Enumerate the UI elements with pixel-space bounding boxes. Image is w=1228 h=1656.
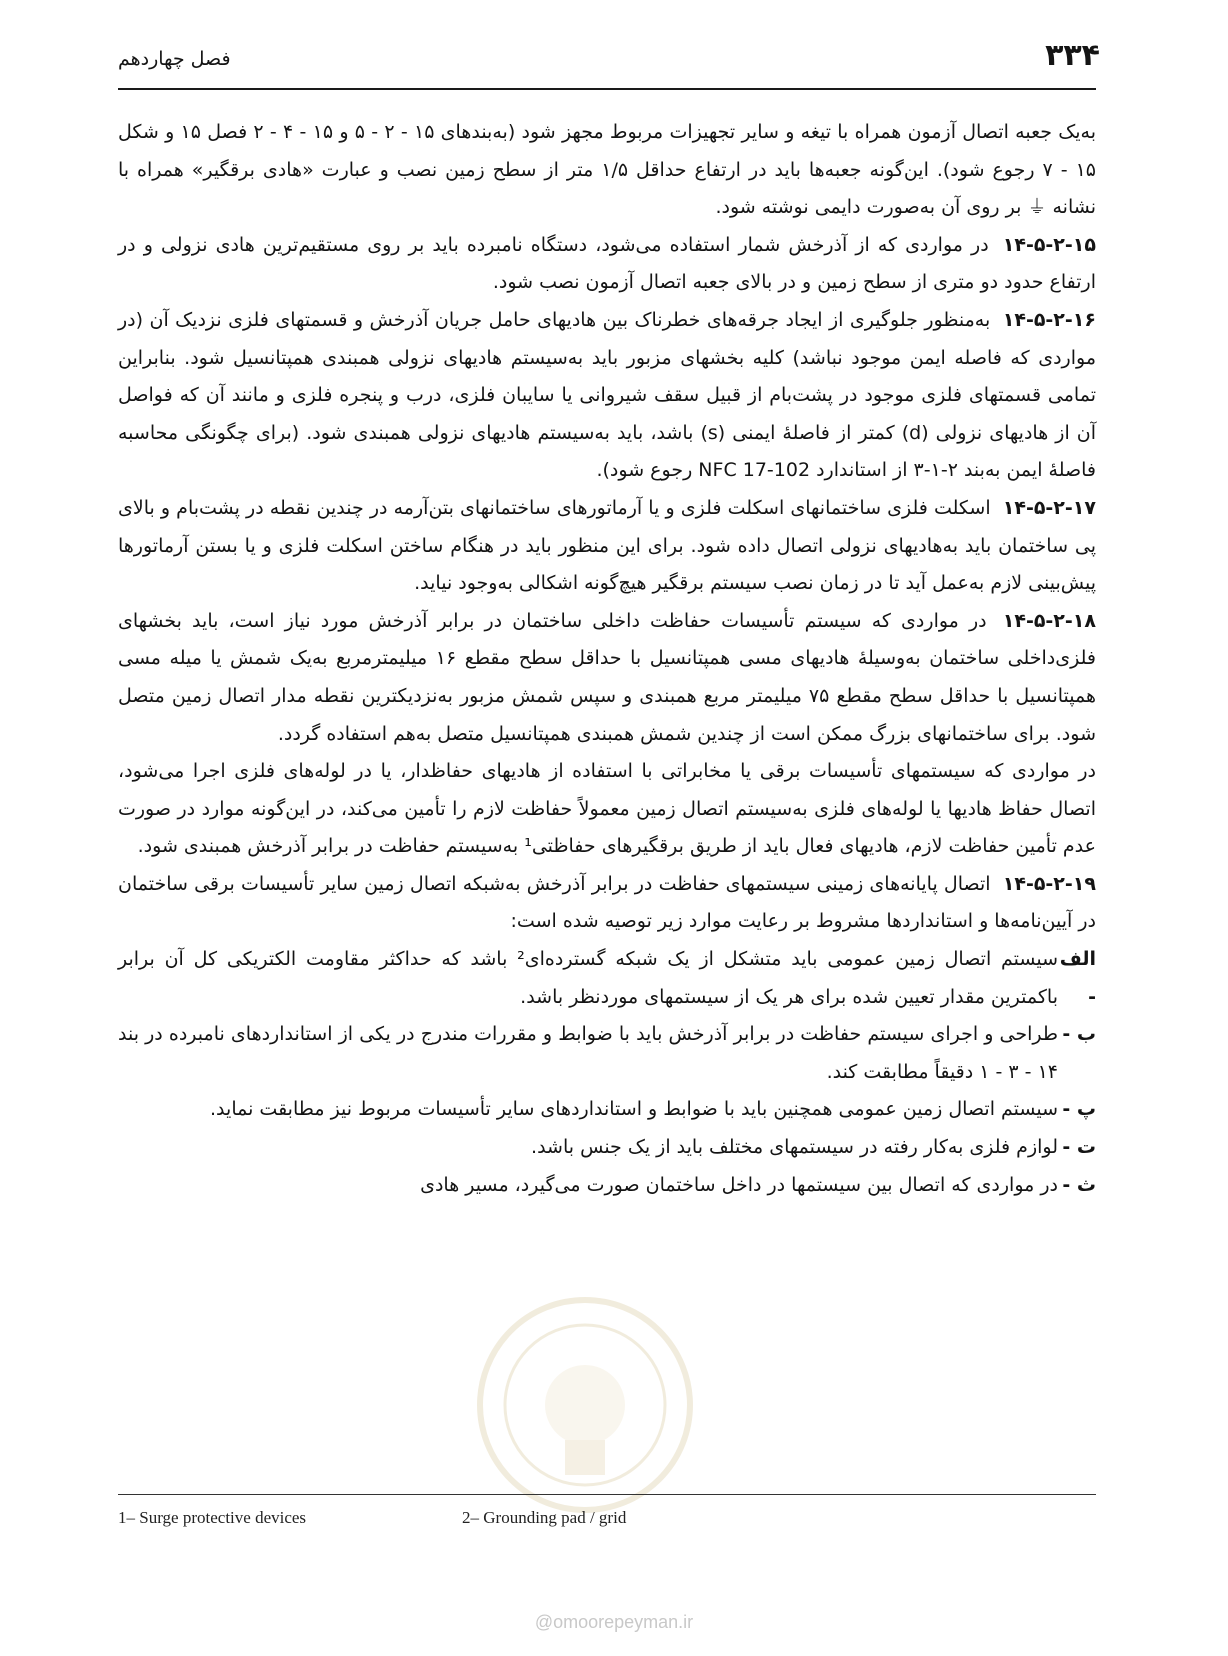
- page-body: [118, 114, 1096, 1514]
- clause-14-5-2-19: [118, 866, 1096, 941]
- list-marker: ث -: [1062, 1173, 1096, 1196]
- list-item-alef: [118, 941, 1096, 1016]
- footnote-divider: [118, 1494, 1096, 1495]
- list-marker: ت -: [1062, 1136, 1096, 1159]
- chapter-title: فصل چهاردهم: [118, 48, 231, 70]
- list-marker: پ -: [1062, 1098, 1096, 1121]
- clause-text: در مواردی که از آذرخش شمار استفاده می‌شود، دستگاه نامبرده باید بر روی مستقیم‌ترین هادی نزولی و در ارتفاع حدود دو متری از سطح زمین و در بالای جعبه اتصال آزمون نصب شود.: [118, 233, 1096, 294]
- clause-14-5-2-16: [118, 302, 1096, 490]
- page-number: ۳۳۴: [1045, 38, 1100, 73]
- clause-14-5-2-17: [118, 490, 1096, 603]
- clause-14-5-2-18: [118, 603, 1096, 753]
- list-marker: الف -: [1059, 948, 1096, 1008]
- list-item-text: در مواردی که اتصال بین سیستمها در داخل ساختمان صورت می‌گیرد، مسیر هادی: [420, 1173, 1058, 1196]
- list-item-pe: [118, 1091, 1096, 1129]
- intro-paragraph: به‌یک جعبه اتصال آزمون همراه با تیغه و سایر تجهیزات مربوط مجهز شود (به‌بندهای ۱۵ - ۲ - ۵ و ۱۵ - ۴ - ۲ فصل ۱۵ و شکل ۱۵ - ۷ رجوع شود). این‌گونه جعبه‌ها باید در ارتفاع حداقل ۱/۵ متر از سطح زمین نصب و عبارت «هادی برقگیر» همراه با نشانه ⏚ بر روی آن به‌صورت دایمی نوشته شود.: [118, 121, 1097, 219]
- watermark-url: @omoorepeyman.ir: [534, 1612, 694, 1632]
- footnote-2: 2– Grounding pad / grid: [462, 1508, 627, 1527]
- clause-number: ۱۴-۵-۲-۱۸: [1002, 609, 1096, 632]
- list-item-text: سیستم اتصال زمین عمومی همچنین باید با ضوابط و استانداردهای سایر تأسیسات مربوط نیز مطابقت نماید.: [210, 1098, 1058, 1121]
- clause-number: ۱۴-۵-۲-۱۶: [1002, 308, 1096, 331]
- clause-14-5-2-18-continuation: در مواردی که سیستمهای تأسیسات برقی یا مخابراتی با استفاده از هادیهای حفاظدار، یا در لوله‌های فلزی اجرا می‌شود، اتصال حفاظ هادیها یا لوله‌های فلزی به‌سیستم اتصال زمین معمولاً حفاظت لازم را تأمین می‌کند، در این‌گونه موارد در صورت عدم تأمین حفاظت لازم، هادیهای فعال باید از طریق برقگیرهای حفاظتی¹ به‌سیستم حفاظت در برابر آذرخش همبندی شود.: [118, 760, 1096, 858]
- clause-14-5-2-15: [118, 227, 1096, 302]
- clause-number: ۱۴-۵-۲-۱۵: [1002, 233, 1096, 256]
- list-marker: ب -: [1062, 1023, 1096, 1046]
- footnote-1: 1– Surge protective devices: [118, 1508, 307, 1527]
- clause-number: ۱۴-۵-۲-۱۷: [1002, 496, 1096, 519]
- clause-text: اسکلت فلزی ساختمانهای اسکلت فلزی و یا آرماتورهای ساختمانهای بتن‌آرمه در چندین نقطه در پشت‌بام و بالای پی ساختمان باید به‌هادیهای نزولی اتصال داده شود. برای این منظور باید در هنگام ساختن اسکلت فلزی و یا بستن آرماتورها پیش‌بینی لازم به‌عمل آید تا در زمان نصب سیستم برقگیر هیچ‌گونه اشکالی به‌وجود نیاید.: [118, 496, 1096, 595]
- header-divider: [118, 88, 1096, 90]
- clause-text: اتصال پایانه‌های زمینی سیستمهای حفاظت در برابر آذرخش به‌شبکه اتصال زمین سایر تأسیسات برقی ساختمان در آیین‌نامه‌ها و استانداردها مشروط بر رعایت موارد زیر توصیه شده است:: [118, 872, 1096, 933]
- list-item-text: طراحی و اجرای سیستم حفاظت در برابر آذرخش باید با ضوابط و مقررات مندرج در یکی از استانداردهای نامبرده در بند ۱۴ - ۳ - ۱ دقیقاً مطابقت کند.: [118, 1023, 1058, 1083]
- list-item-te: [118, 1129, 1096, 1167]
- list-item-se: [118, 1167, 1096, 1205]
- list-item-text: سیستم اتصال زمین عمومی باید متشکل از یک شبکه گسترده‌ای² باشد که حداکثر مقاومت الکتریکی کل آن برابر باکمترین مقدار تعیین شده برای هر یک از سیستمهای موردنظر باشد.: [118, 948, 1058, 1008]
- clause-text: در مواردی که سیستم تأسیسات حفاظت داخلی ساختمان در برابر آذرخش مورد نیاز است، باید بخشهای فلزی‌داخلی ساختمان به‌وسیلهٔ هادیهای مسی همپتانسیل با حداقل سطح مقطع ۱۶ میلیمترمربع به‌یک شمش یا میله مسی همپتانسیل با حداقل سطح مقطع ۷۵ میلیمتر مربع همبندی و سپس شمش مزبور به‌نزدیکترین نقطه مدار اتصال زمین متصل شود. برای ساختمانهای بزرگ ممکن است از چندین شمش همبندی همپتانسیل متصل به‌هم استفاده گردد.: [118, 609, 1096, 745]
- clause-number: ۱۴-۵-۲-۱۹: [1002, 872, 1096, 895]
- clause-text: به‌منظور جلوگیری از ایجاد جرقه‌های خطرناک بین هادیهای حامل جریان آذرخش و قسمتهای فلزی نزدیک آن (در مواردی که فاصله ایمن موجود نباشد) کلیه بخشهای مزبور باید به‌سیستم هادیهای نزولی همبندی همپتانسیل شود. بنابراین تمامی قسمتهای فلزی موجود در پشت‌بام از قبیل سقف شیروانی یا سایبان فلزی، درب و پنجره فلزی و مانند آن که فواصل آن از هادیهای نزولی (d) کمتر از فاصلهٔ ایمنی (s) باشد، باید به‌سیستم هادیهای نزولی همبندی شود. (برای چگونگی محاسبه فاصلهٔ ایمن به‌بند ۲-۱-۳ از استاندارد NFC 17-102 رجوع شود).: [118, 308, 1096, 482]
- list-item-text: لوازم فلزی به‌کار رفته در سیستمهای مختلف باید از یک جنس باشد.: [531, 1136, 1058, 1159]
- list-item-be: [118, 1016, 1096, 1091]
